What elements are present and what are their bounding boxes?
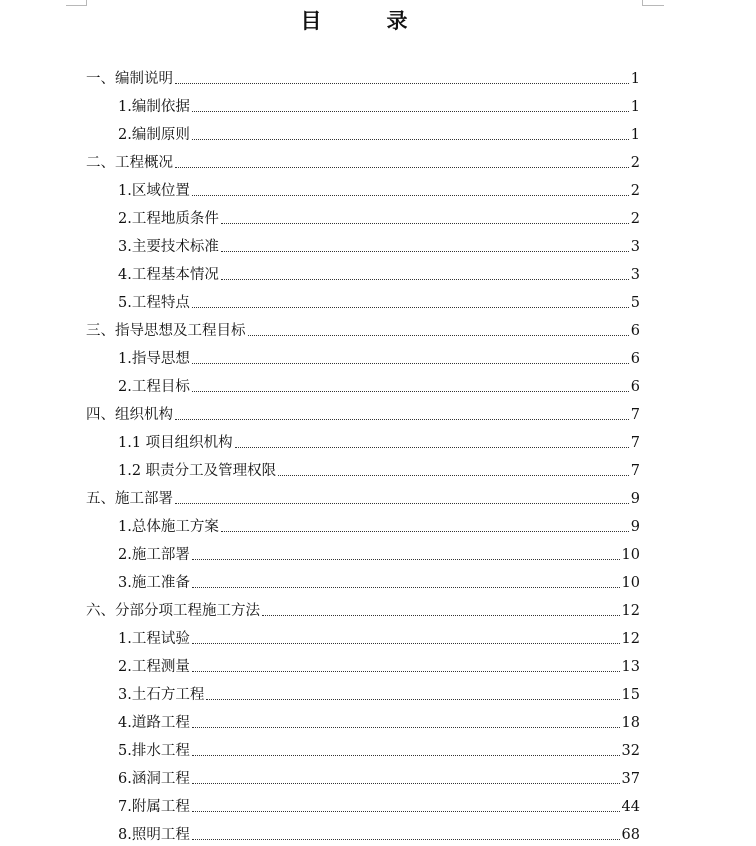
toc-subsection-entry[interactable]	[86, 648, 640, 676]
toc-page-number: 10	[621, 575, 640, 591]
toc-page-number: 44	[621, 799, 640, 815]
toc-subsection-entry[interactable]	[86, 620, 640, 648]
toc-entry-label: 四、组织机构	[86, 407, 173, 423]
toc-subsection-entry[interactable]	[86, 424, 640, 452]
toc-dot-leader	[192, 139, 629, 140]
toc-subsection-entry[interactable]	[86, 676, 640, 704]
toc-entry-label: 2.编制原则	[118, 127, 190, 143]
toc-entry-label: 5.排水工程	[118, 743, 190, 759]
toc-entry-label: 7.附属工程	[118, 799, 190, 815]
toc-dot-leader	[192, 727, 620, 728]
toc-entry-label: 2.工程目标	[118, 379, 190, 395]
toc-entry-label: 1.1 项目组织机构	[118, 435, 233, 451]
toc-entry-label: 6.涵洞工程	[118, 771, 190, 787]
toc-page-number: 1	[630, 99, 640, 115]
toc-entry-label: 2.工程地质条件	[118, 211, 219, 227]
toc-page-number: 12	[621, 631, 640, 647]
toc-subsection-entry[interactable]	[86, 256, 640, 284]
toc-subsection-entry[interactable]	[86, 704, 640, 732]
toc-page-number: 2	[630, 183, 640, 199]
toc-subsection-entry[interactable]	[86, 536, 640, 564]
toc-dot-leader	[192, 307, 629, 308]
toc-dot-leader	[175, 167, 629, 168]
toc-dot-leader	[192, 755, 620, 756]
toc-page-number: 13	[621, 659, 640, 675]
toc-entry-label: 3.土石方工程	[118, 687, 205, 703]
toc-page-number: 7	[630, 463, 640, 479]
toc-page-number: 1	[630, 127, 640, 143]
toc-dot-leader	[175, 83, 629, 84]
toc-subsection-entry[interactable]	[86, 116, 640, 144]
toc-dot-leader	[192, 111, 629, 112]
toc-dot-leader	[192, 811, 620, 812]
toc-entry-label: 3.主要技术标准	[118, 239, 219, 255]
toc-entry-label: 1.指导思想	[118, 351, 190, 367]
toc-page-number: 6	[630, 323, 640, 339]
toc-entry-label: 三、指导思想及工程目标	[86, 323, 246, 339]
toc-page-number: 9	[630, 519, 640, 535]
toc-page-number: 7	[630, 407, 640, 423]
toc-entry-label: 5.工程特点	[118, 295, 190, 311]
toc-section-entry[interactable]	[86, 480, 640, 508]
toc-dot-leader	[221, 251, 629, 252]
toc-entry-label: 1.区域位置	[118, 183, 190, 199]
toc-dot-leader	[192, 587, 620, 588]
toc-page-number: 3	[630, 239, 640, 255]
toc-subsection-entry[interactable]	[86, 788, 640, 816]
toc-dot-leader	[235, 447, 629, 448]
toc-dot-leader	[192, 363, 629, 364]
toc-dot-leader	[192, 839, 620, 840]
toc-subsection-entry[interactable]	[86, 172, 640, 200]
toc-subsection-entry[interactable]	[86, 340, 640, 368]
toc-entry-label: 4.道路工程	[118, 715, 190, 731]
toc-page-number: 6	[630, 351, 640, 367]
toc-subsection-entry[interactable]	[86, 88, 640, 116]
toc-entry-label: 8.照明工程	[118, 827, 190, 843]
toc-entry-label: 一、编制说明	[86, 71, 173, 87]
toc-entry-label: 1.工程试验	[118, 631, 190, 647]
toc-page-number: 7	[630, 435, 640, 451]
toc-entry-label: 六、分部分项工程施工方法	[86, 603, 260, 619]
toc-entry-label: 二、工程概况	[86, 155, 173, 171]
toc-subsection-entry[interactable]	[86, 368, 640, 396]
toc-page-number: 15	[621, 687, 640, 703]
toc-title: 目 录	[300, 8, 430, 33]
toc-section-entry[interactable]	[86, 396, 640, 424]
toc-subsection-entry[interactable]	[86, 816, 640, 844]
toc-entry-label: 2.施工部署	[118, 547, 190, 563]
toc-page-number: 12	[621, 603, 640, 619]
toc-page-number: 32	[621, 743, 640, 759]
toc-entry-label: 1.总体施工方案	[118, 519, 219, 535]
toc-page-number: 2	[630, 155, 640, 171]
toc-dot-leader	[248, 335, 629, 336]
toc-dot-leader	[192, 671, 620, 672]
toc-dot-leader	[221, 279, 629, 280]
toc-subsection-entry[interactable]	[86, 760, 640, 788]
toc-page-number: 3	[630, 267, 640, 283]
toc-page-number: 68	[621, 827, 640, 843]
toc-section-entry[interactable]	[86, 60, 640, 88]
toc-subsection-entry[interactable]	[86, 228, 640, 256]
toc-page-number: 6	[630, 379, 640, 395]
toc-entry-label: 1.编制依据	[118, 99, 190, 115]
toc-subsection-entry[interactable]	[86, 452, 640, 480]
toc-entry-label: 2.工程测量	[118, 659, 190, 675]
toc-dot-leader	[192, 195, 629, 196]
toc-dot-leader	[262, 615, 620, 616]
toc-page-number: 1	[630, 71, 640, 87]
toc-section-entry[interactable]	[86, 312, 640, 340]
toc-dot-leader	[192, 783, 620, 784]
toc-page-number: 9	[630, 491, 640, 507]
toc-entry-label: 3.施工准备	[118, 575, 190, 591]
toc-subsection-entry[interactable]	[86, 508, 640, 536]
toc-page-number: 18	[621, 715, 640, 731]
toc-subsection-entry[interactable]	[86, 732, 640, 760]
toc-page-number: 5	[630, 295, 640, 311]
toc-dot-leader	[221, 531, 629, 532]
toc-section-entry[interactable]	[86, 144, 640, 172]
toc-dot-leader	[192, 643, 620, 644]
toc-dot-leader	[192, 391, 629, 392]
toc-dot-leader	[278, 475, 629, 476]
toc-page-number: 10	[621, 547, 640, 563]
toc-entry-label: 4.工程基本情况	[118, 267, 219, 283]
toc-dot-leader	[221, 223, 629, 224]
toc-dot-leader	[175, 503, 629, 504]
toc-dot-leader	[175, 419, 629, 420]
toc-dot-leader	[206, 699, 619, 700]
toc-subsection-entry[interactable]	[86, 200, 640, 228]
table-of-contents	[86, 60, 640, 844]
toc-page-number: 2	[630, 211, 640, 227]
toc-dot-leader	[192, 559, 620, 560]
toc-subsection-entry[interactable]	[86, 284, 640, 312]
toc-section-entry[interactable]	[86, 592, 640, 620]
toc-page-number: 37	[621, 771, 640, 787]
toc-entry-label: 五、施工部署	[86, 491, 173, 507]
toc-subsection-entry[interactable]	[86, 564, 640, 592]
toc-entry-label: 1.2 职责分工及管理权限	[118, 463, 277, 479]
